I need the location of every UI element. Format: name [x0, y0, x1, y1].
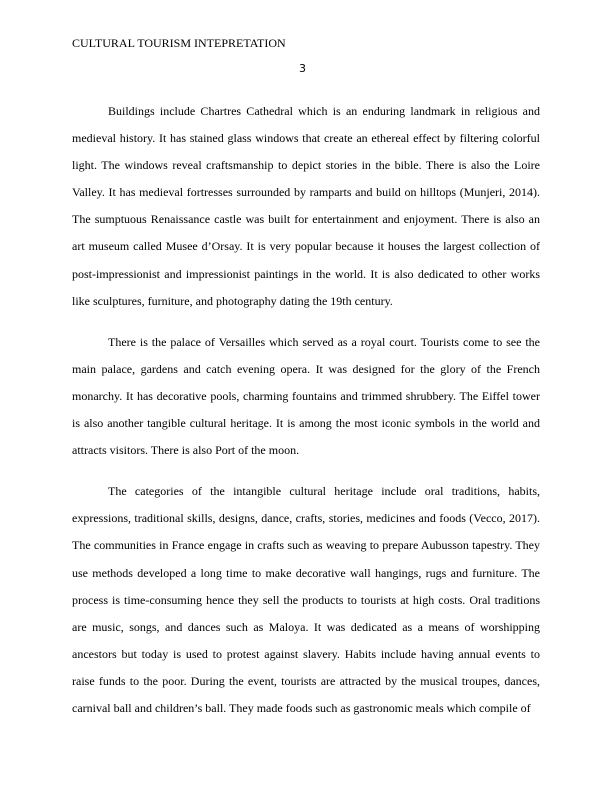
paragraph-intangible-heritage: The categories of the intangible cultural heritage include oral traditions, habits, expressions, traditional skills, designs, dance, crafts, stories, medicines and foods (Vecco, 2017). The communities in France engage in crafts such as weaving to prepare Aubusson tapestry. They use methods developed a long time to make decorative wall hangings, rugs and furniture. The process is time-consuming hence they sell the products to tourists at high costs. Oral traditions are music, songs, and dances such as Maloya. It was dedicated as a means of worshipping ancestors but today is used to protest against slavery. Habits include having annual events to raise funds to the poor. During the event, tourists are attracted by the musical troupes, dances, carnival ball and children’s ball. They made foods such as gastronomic meals which compile of: [72, 484, 540, 715]
paragraph-versailles: There is the palace of Versailles which served as a royal court. Tourists come to see the main palace, gardens and catch evening opera. It was designed for the glory of the French monarchy. It has decorative pools, charming fountains and trimmed shrubbery. The Eiffel tower is also another tangible cultural heritage. It is among the most iconic symbols in the world and attracts visitors. There is also Port of the moon.: [72, 334, 540, 458]
body-text: [72, 98, 540, 736]
paragraph-landmarks: Buildings include Chartres Cathedral which is an enduring landmark in religious and medieval history. It has stained glass windows that create an ethereal effect by filtering colorful light. The windows reveal craftsmanship to depict stories in the bible. There is also the Loire Valley. It has medieval fortresses surrounded by ramparts and build on hilltops (Munjeri, 2014). The sumptuous Renaissance castle was built for entertainment and enjoyment. There is also an art museum called Musee d’Orsay. It is very popular because it houses the largest collection of post-impressionist and impressionist paintings in the world. It is also dedicated to other works like sculptures, furniture, and photography dating the 19th century.: [72, 104, 540, 308]
page-number: 3: [299, 62, 306, 75]
running-head: CULTURAL TOURISM INTEPRETATION: [72, 36, 286, 50]
